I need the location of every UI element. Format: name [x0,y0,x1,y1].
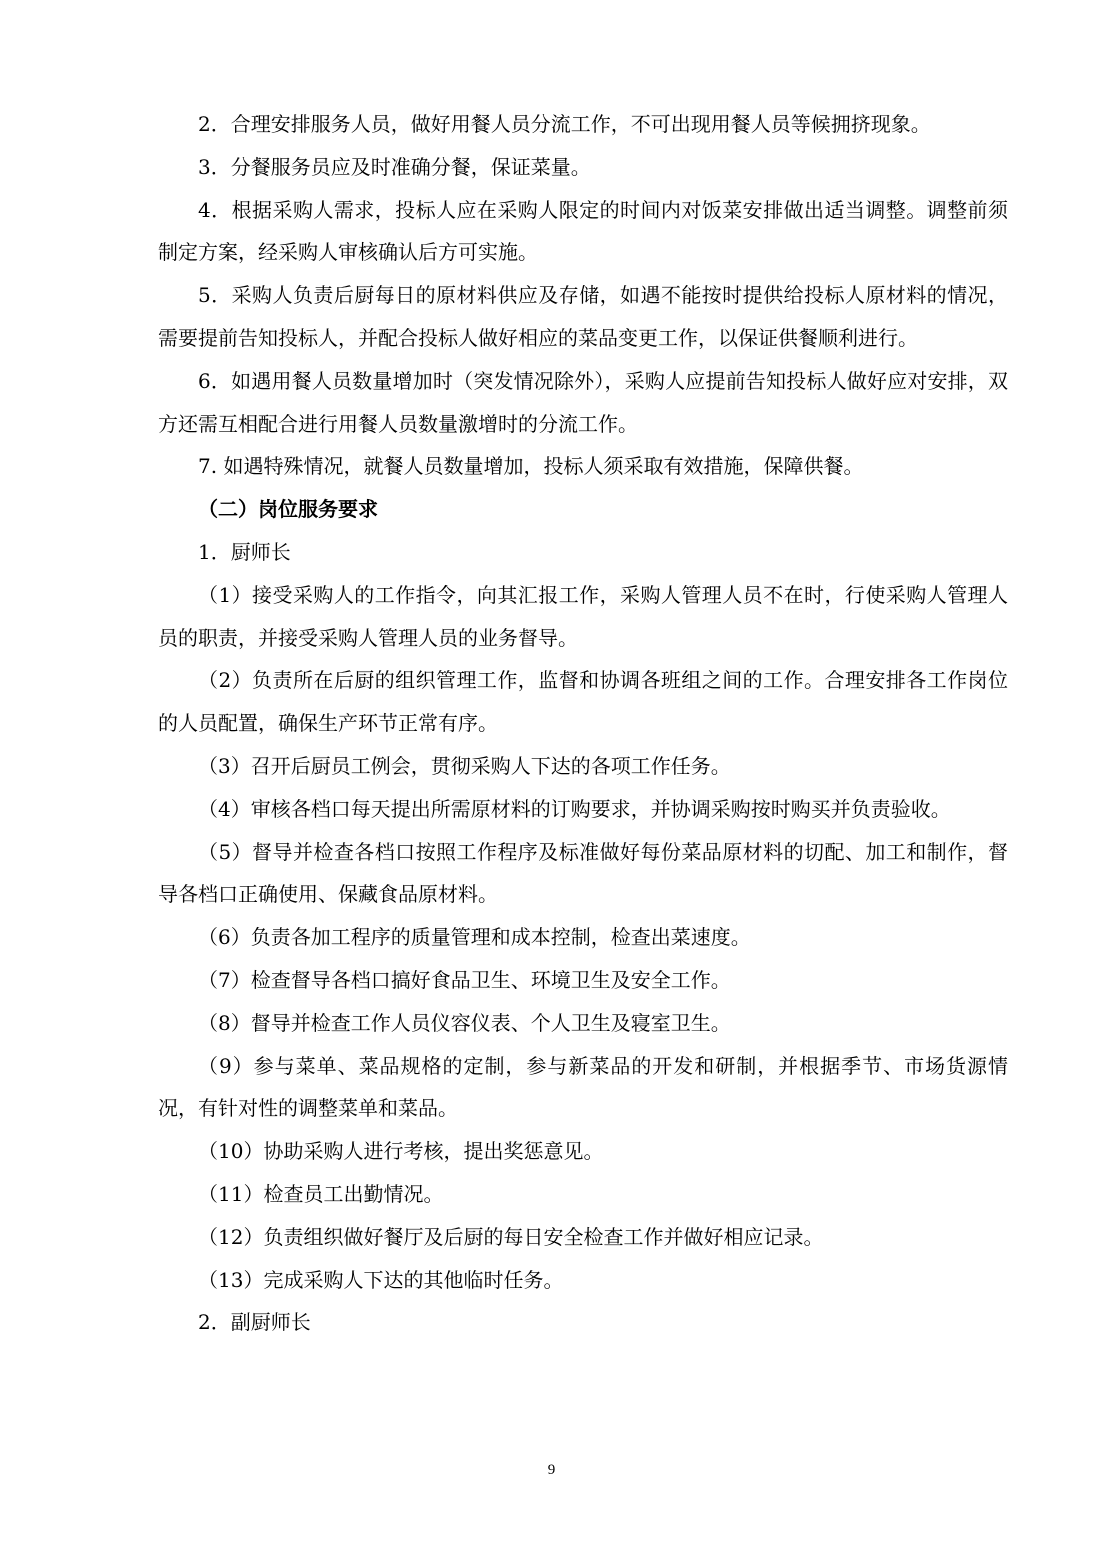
chef-duty-13: （13）完成采购人下达的其他临时任务。 [198,1267,564,1292]
chef-duty-6: （6）负责各加工程序的质量管理和成本控制，检查出菜速度。 [198,925,751,950]
page-number: 9 [547,1462,556,1478]
chef-duty-5: （5）督导并检查各档口按照工作程序及标准做好每份菜品原材料的切配、加工和制作，督导各档口正确使用、保藏食品原材料。 [158,839,1008,907]
chef-duty-1: （1）接受采购人的工作指令，向其汇报工作，采购人管理人员不在时，行使采购人管理人员的职责，并接受采购人管理人员的业务督导。 [158,582,1008,650]
chef-duty-9: （9）参与菜单、菜品规格的定制，参与新菜品的开发和研制，并根据季节、市场货源情况，有针对性的调整菜单和菜品。 [158,1053,1008,1121]
chef-duty-2: （2）负责所在后厨的组织管理工作，监督和协调各班组之间的工作。合理安排各工作岗位的人员配置，确保生产环节正常有序。 [158,668,1008,736]
chef-title: 1．厨师长 [198,539,291,564]
paragraph-meal-portion: 3．分餐服务员应及时准确分餐，保证菜量。 [198,154,591,179]
paragraph-raw-material-supply: 5．采购人负责后厨每日的原材料供应及存储，如遇不能按时提供给投标人原材料的情况，需要提前告知投标人，并配合投标人做好相应的菜品变更工作，以保证供餐顺利进行。 [158,283,1008,350]
sous-chef-title: 2．副厨师长 [198,1310,311,1335]
chef-duty-11: （11）检查员工出勤情况。 [198,1181,444,1206]
section-heading: （二）岗位服务要求 [198,497,378,522]
chef-duty-3: （3）召开后厨员工例会，贯彻采购人下达的各项工作任务。 [198,753,731,778]
page-content [158,103,1008,1344]
chef-duty-7: （7）检查督导各档口搞好食品卫生、环境卫生及安全工作。 [198,967,731,992]
paragraph-service-staff: 2．合理安排服务人员，做好用餐人员分流工作，不可出现用餐人员等候拥挤现象。 [198,112,931,136]
chef-duty-8: （8）督导并检查工作人员仪容仪表、个人卫生及寝室卫生。 [198,1010,731,1035]
paragraph-menu-adjustment: 4．根据采购人需求，投标人应在采购人限定的时间内对饭菜安排做出适当调整。调整前须制定方案，经采购人审核确认后方可实施。 [158,197,1008,265]
chef-duty-10: （10）协助采购人进行考核，提出奖惩意见。 [198,1139,604,1164]
paragraph-diner-increase: 6．如遇用餐人员数量增加时（突发情况除外），采购人应提前告知投标人做好应对安排，双方还需互相配合进行用餐人员数量激增时的分流工作。 [158,368,1008,436]
paragraph-special-situation: 7. 如遇特殊情况，就餐人员数量增加，投标人须采取有效措施，保障供餐。 [198,454,864,479]
chef-duty-4: （4）审核各档口每天提出所需原材料的订购要求，并协调采购按时购买并负责验收。 [198,796,951,821]
chef-duty-12: （12）负责组织做好餐厅及后厨的每日安全检查工作并做好相应记录。 [198,1224,824,1249]
